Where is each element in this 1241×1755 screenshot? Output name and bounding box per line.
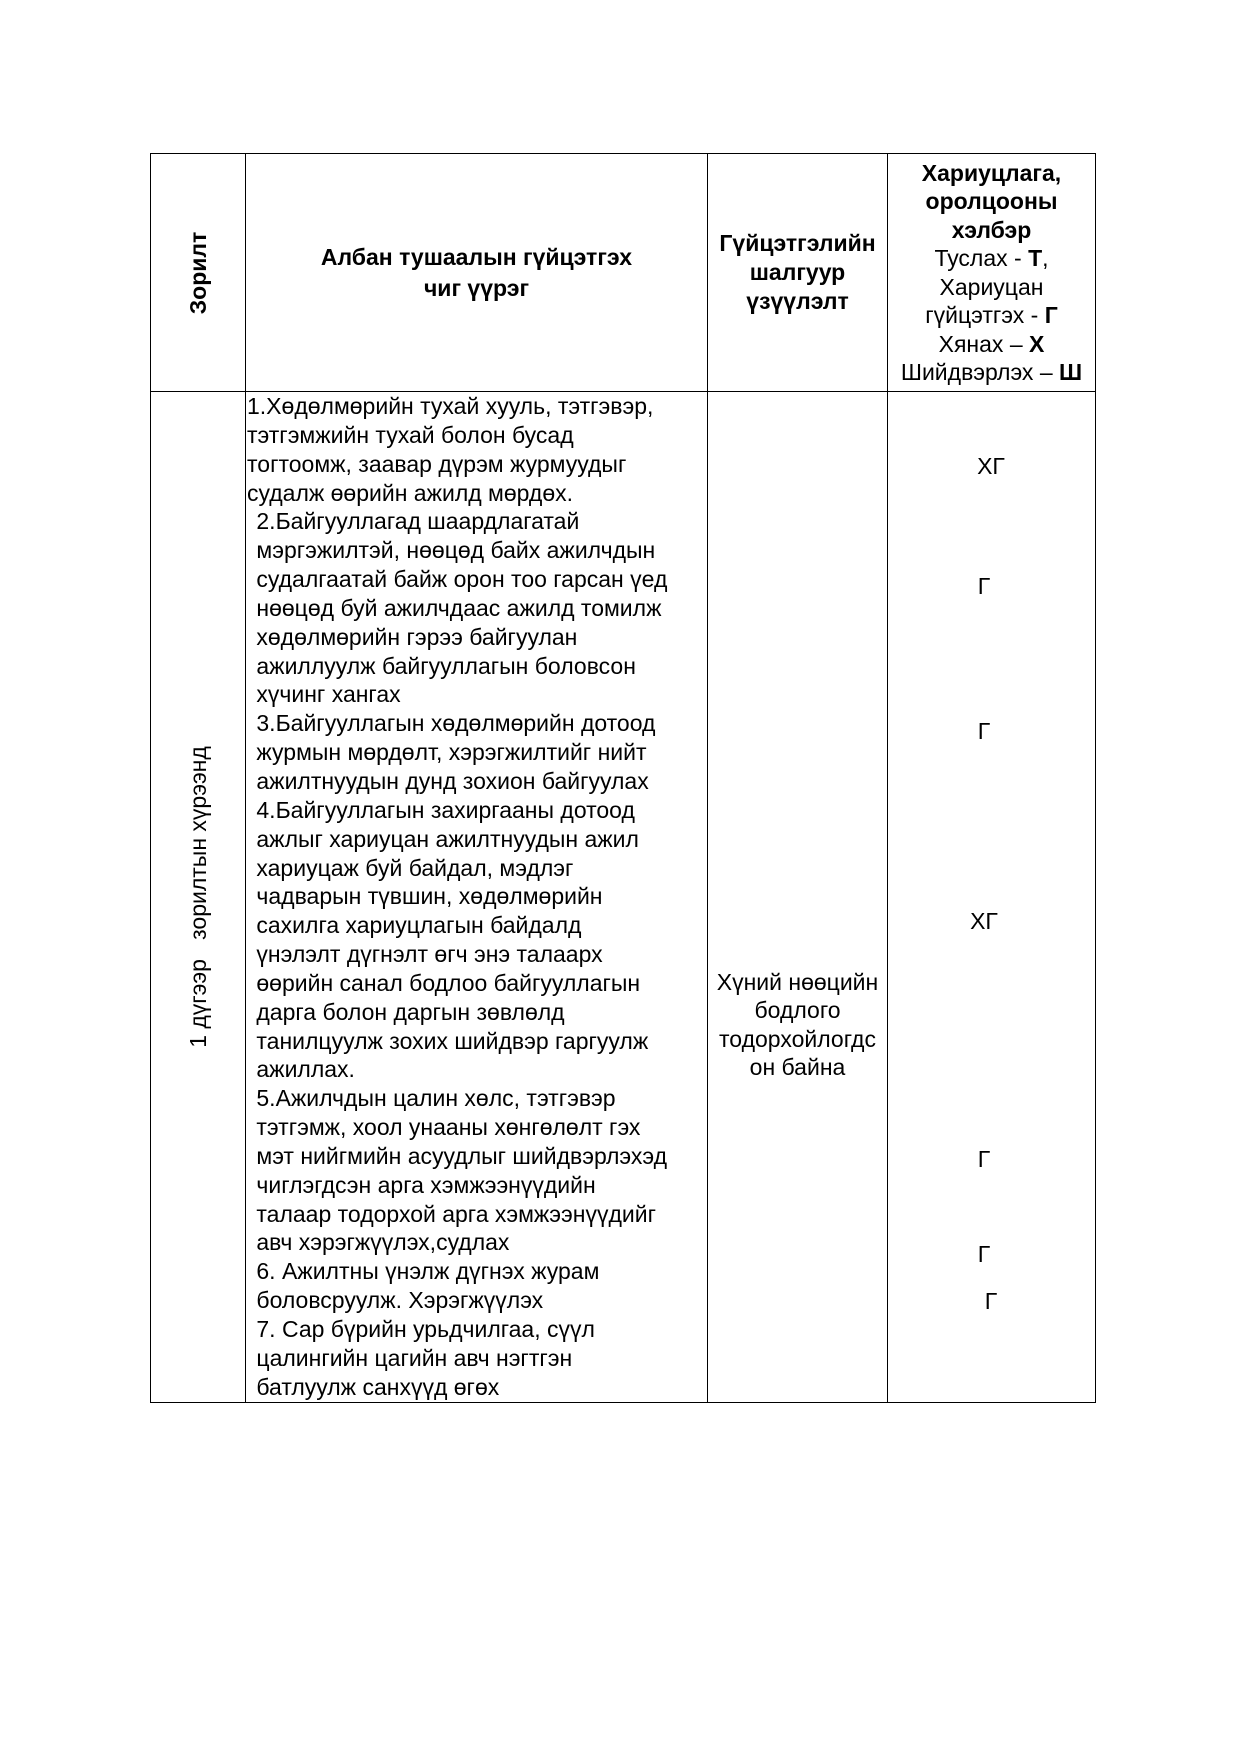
criteria-line-3: тодорхойлогдс xyxy=(719,1025,876,1052)
duty-line: цалингийн цагийн авч нэгтгэн xyxy=(250,1344,573,1371)
perform-code: Г xyxy=(1044,302,1058,328)
criteria-line-1: Хүний нөөцийн xyxy=(716,968,879,995)
responsibility-code-3: Г xyxy=(977,718,991,744)
duty-line: 5.Ажилчдын цалин хөлс, тэтгэвэр xyxy=(250,1085,616,1112)
responsibility-code-4: ХГ xyxy=(970,908,998,934)
responsibility-header-cell xyxy=(888,154,1096,392)
duty-line: тэтгэмжийн тухай болон бусад xyxy=(247,421,574,448)
duty-line: талаар тодорхой арга хэмжээнүүдийг xyxy=(250,1200,656,1227)
duty-line: чадварын түвшин, хөдөлмөрийн xyxy=(250,883,603,910)
decide-code: Ш xyxy=(1059,359,1083,385)
responsibility-cell xyxy=(888,392,1096,1403)
control-legend xyxy=(888,330,1095,359)
duty-header-line-1: Албан тушаалын гүйцэтгэх xyxy=(320,243,633,270)
duty-line: үнэлэлт дүгнэлт өгч энэ талаарх xyxy=(250,941,603,968)
duty-line: өөрийн санал бодлоо байгууллагын xyxy=(250,969,641,996)
responsibility-code-7: Г xyxy=(984,1288,998,1314)
assist-label: Туслах - xyxy=(934,245,1029,271)
duty-line: ажиллах. xyxy=(250,1056,355,1083)
duty-line: ажлыг хариуцан ажилтнуудын ажил xyxy=(250,825,639,852)
decide-label: Шийдвэрлэх – xyxy=(900,359,1059,385)
responsibility-code-1: ХГ xyxy=(977,453,1005,479)
duty-line: ажиллуулж байгууллагын боловсон xyxy=(250,652,636,679)
duty-line: нөөцөд буй ажилчдаас ажилд томилж xyxy=(250,594,662,621)
criteria-line-4: он байна xyxy=(749,1054,846,1081)
duty-line: хариуцаж буй байдал, мэдлэг xyxy=(250,854,574,881)
control-label: Хянах – xyxy=(938,330,1030,357)
perform-legend-line-1: Хариуцан xyxy=(939,273,1044,300)
duty-line: журмын мөрдөлт, хэрэгжилтийг нийт xyxy=(250,739,647,766)
responsibility-title-line-1: Хариуцлага, xyxy=(921,159,1062,186)
criteria-header-line-3: үзүүлэлт xyxy=(746,288,849,314)
job-duties-table xyxy=(150,153,1096,1403)
criteria-header-line-2: шалгуур xyxy=(749,259,846,285)
objective-cell xyxy=(151,392,246,1403)
objective-header-cell xyxy=(151,154,246,392)
duties-cell xyxy=(246,392,708,1403)
duty-line: 4.Байгууллагын захиргааны дотоод xyxy=(250,796,635,823)
duty-line: 7. Сар бүрийн урьдчилгаа, сүүл xyxy=(250,1316,595,1342)
duty-line: судалж өөрийн ажилд мөрдөх. xyxy=(247,479,574,506)
table-header-row xyxy=(151,154,1096,392)
criteria-line-2: бодлого xyxy=(754,997,841,1024)
criteria-header-line-1: Гүйцэтгэлийн xyxy=(719,230,876,256)
duty-line: 3.Байгууллагын хөдөлмөрийн дотоод xyxy=(250,710,656,737)
responsibility-title-line-3: хэлбэр xyxy=(951,216,1032,243)
assist-punct: , xyxy=(1042,245,1049,271)
duty-line: судалгаатай байж орон тоо гарсан үед xyxy=(250,566,668,593)
criteria-text xyxy=(708,968,887,1082)
duty-line: 6. Ажилтны үнэлж дүгнэх журам xyxy=(250,1258,600,1285)
objective-text: 1 дүгээр зорилтын хүрээнд xyxy=(185,745,211,1048)
responsibility-code-5: Г xyxy=(977,1146,991,1172)
duty-line: 1.Хөдөлмөрийн тухай хууль, тэтгэвэр, xyxy=(247,393,654,419)
table-body-row xyxy=(151,392,1096,1403)
perform-label: гүйцэтгэх - xyxy=(925,302,1045,328)
duty-line: хүчинг хангах xyxy=(250,681,401,708)
duty-line: тэтгэмж, хоол унааны хөнгөлөлт гэх xyxy=(250,1114,641,1141)
assist-code: Т xyxy=(1028,245,1043,271)
duty-line: мэргэжилтэй, нөөцөд байх ажилчдын xyxy=(250,537,656,564)
criteria-header-cell xyxy=(708,154,888,392)
responsibility-code-6: Г xyxy=(977,1241,991,1267)
duty-line: тогтоомж, заавар дүрэм журмуудыг xyxy=(247,450,627,477)
duty-line: сахилга хариуцлагын байдалд xyxy=(250,912,582,939)
duty-line: боловсруулж. Хэрэгжүүлэх xyxy=(250,1287,544,1314)
duty-line: мэт нийгмийн асуудлыг шийдвэрлэхэд xyxy=(250,1142,667,1169)
duty-line: дарга болон даргын зөвлөлд xyxy=(250,998,565,1025)
objective-header: Зорилт xyxy=(185,231,211,314)
decide-legend xyxy=(888,358,1095,387)
perform-legend xyxy=(888,301,1095,330)
criteria-cell xyxy=(708,392,888,1403)
duty-line: ажилтнуудын дунд зохион байгуулах xyxy=(250,767,649,794)
duty-lines xyxy=(246,392,707,1402)
duty-line: хөдөлмөрийн гэрээ байгуулан xyxy=(250,623,578,650)
duty-line: батлуулж санхүүд өгөх xyxy=(250,1373,500,1400)
control-code: Х xyxy=(1029,330,1045,357)
duty-line: танилцуулж зохих шийдвэр гаргуулж xyxy=(250,1027,649,1054)
responsibility-title-line-2: оролцооны xyxy=(925,188,1058,214)
duty-line: 2.Байгууллагад шаардлагатай xyxy=(250,508,580,535)
duty-line: авч хэрэгжүүлэх,судлах xyxy=(250,1229,510,1256)
responsibility-code-2: Г xyxy=(977,573,991,599)
duty-header-line-2: чиг үүрэг xyxy=(423,274,530,301)
duty-header-cell xyxy=(246,154,708,392)
assist-legend xyxy=(888,244,1095,273)
duty-line: чиглэгдсэн арга хэмжээнүүдийн xyxy=(250,1171,596,1198)
